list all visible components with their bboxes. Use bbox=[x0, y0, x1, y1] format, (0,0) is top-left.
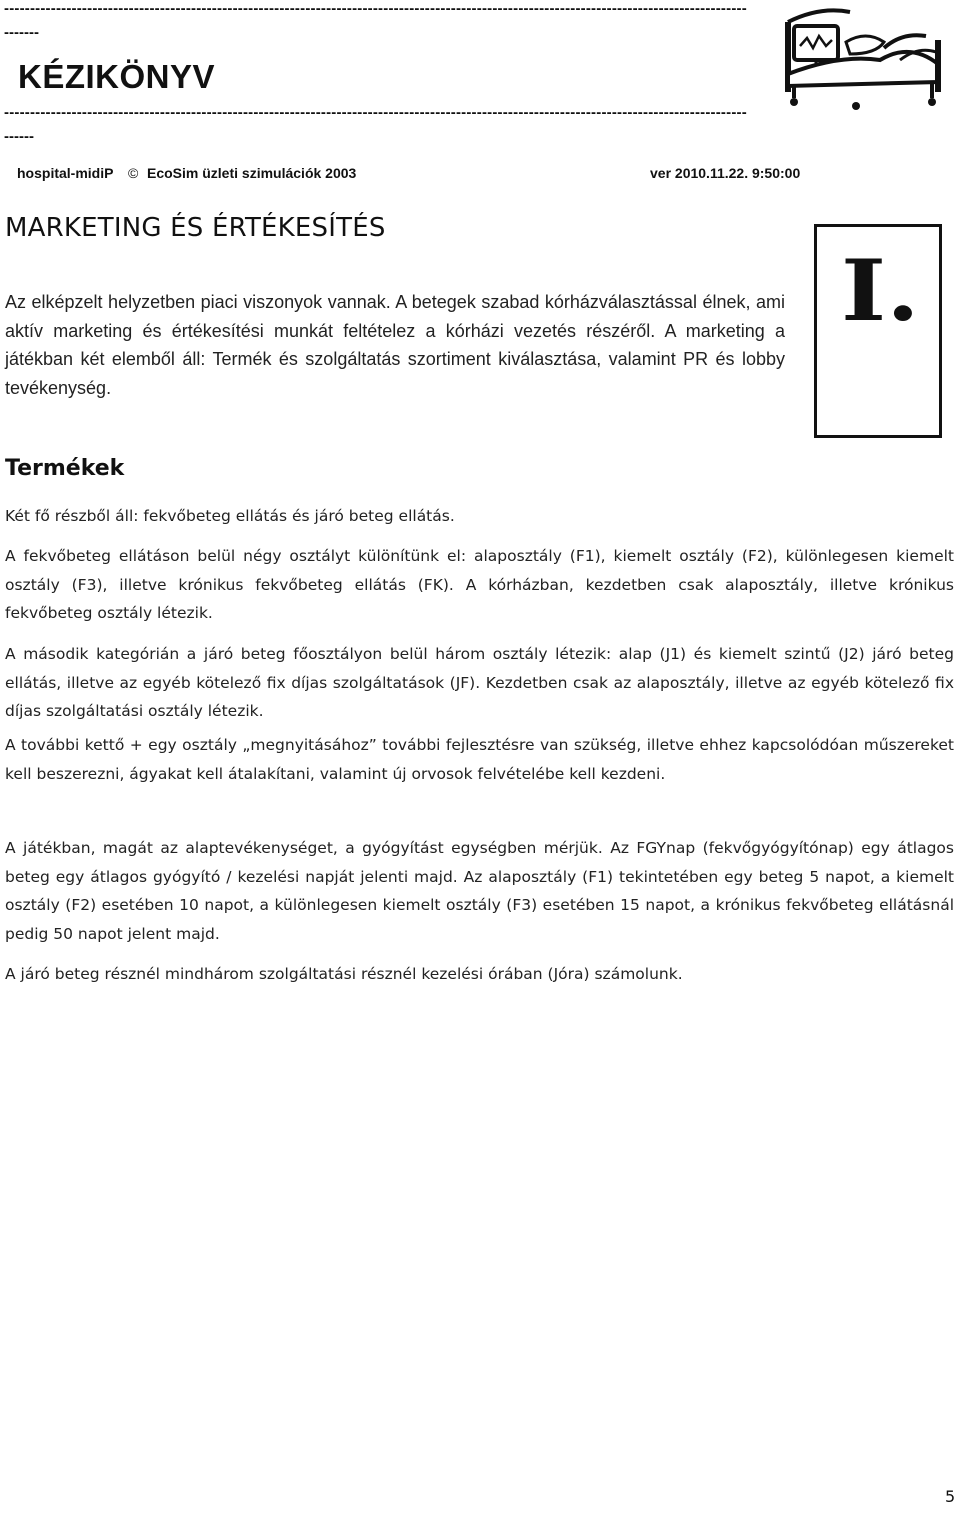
body-paragraph: A további kettő + egy osztály „megnyitásához” további fejlesztésre van szükség, illetve ehhez kapcsolódóan műszereket kell beszerezni, ágyakat kell átalakítani, valamint új orvosok felvételébe kell kezdeni. bbox=[5, 736, 954, 783]
document-title: KÉZIKÖNYV bbox=[18, 58, 216, 95]
body-paragraph: A második kategórián a járó beteg főosztályon belül három osztály létezik: alap (J1) és kiemelt szintű (J2) járó beteg ellátás, illetve az egyéb kötelező fix díjas szolgáltatások (JF). Kezdetben csak az alaposztály, illetve az egyéb kötelező fix díjas szolgáltatási osztály létezik. bbox=[5, 645, 954, 720]
intro-paragraph: Az elképzelt helyzetben piaci viszonyok vannak. A betegek szabad kórházválasztással élnek, ami aktív marketing és értékesítési munkát feltételez a kórházi vezetés részéről. A marketing a játékban két elemből áll: Termék és szolgáltatás szortiment kiválasztása, valamint PR és lobby tevékenység. bbox=[5, 292, 785, 398]
page-number: 5 bbox=[945, 1487, 956, 1506]
product-name: hospital-midiP bbox=[17, 165, 114, 181]
body-paragraph: A játékban, magát az alaptevékenységet, a gyógyítást egységben mérjük. Az FGYnap (fekvőgyógyítónap) egy átlagos beteg egy átlagos gyógyító / kezelési napját jelenti majd. Az alaposztály (F1) tekintetében egy beteg 5 napot, a kiemelt osztály (F2) esetében 10 napot, a különlegesen kiemelt osztály (F3) esetében 15 napot, a krónikus fekvőbeteg ellátásnál pedig 50 napot jelent majd. bbox=[5, 839, 954, 943]
products-heading: Termékek bbox=[5, 456, 125, 481]
header-dash-tail-bottom: ------ bbox=[4, 128, 34, 145]
section-title: MARKETING ÉS ÉRTÉKESÍTÉS bbox=[5, 213, 386, 243]
header-dash-rule-bottom: ----------------------------------------------------------------------------------------------------------------------------------------------- bbox=[4, 104, 747, 121]
version-text: ver 2010.11.22. 9:50:00 bbox=[650, 165, 801, 181]
body-paragraph: A fekvőbeteg ellátáson belül négy osztályt különítünk el: alaposztály (F1), kiemelt osztály (F2), különlegesen kiemelt osztály (F3), illetve krónikus fekvőbeteg ellátás (FK). A kórházban, kezdetben csak alaposztály, illetve krónikus fekvőbeteg osztály létezik. bbox=[5, 547, 954, 622]
body-paragraph: A járó beteg résznél mindhárom szolgáltatási résznél kezelési órában (Jóra) számolunk. bbox=[5, 965, 683, 983]
copyright-icon: © bbox=[128, 165, 139, 181]
chapter-numeral: I. bbox=[841, 241, 920, 340]
chapter-numeral-box bbox=[814, 224, 942, 438]
header-dash-tail-top: ------- bbox=[4, 24, 39, 41]
publisher-text: EcoSim üzleti szimulációk 2003 bbox=[147, 165, 357, 181]
header-dash-rule-top: ----------------------------------------------------------------------------------------------------------------------------------------------- bbox=[4, 0, 747, 17]
hospital-bed-logo-icon bbox=[780, 2, 946, 114]
body-paragraph: Két fő részből áll: fekvőbeteg ellátás és járó beteg ellátás. bbox=[5, 507, 455, 525]
